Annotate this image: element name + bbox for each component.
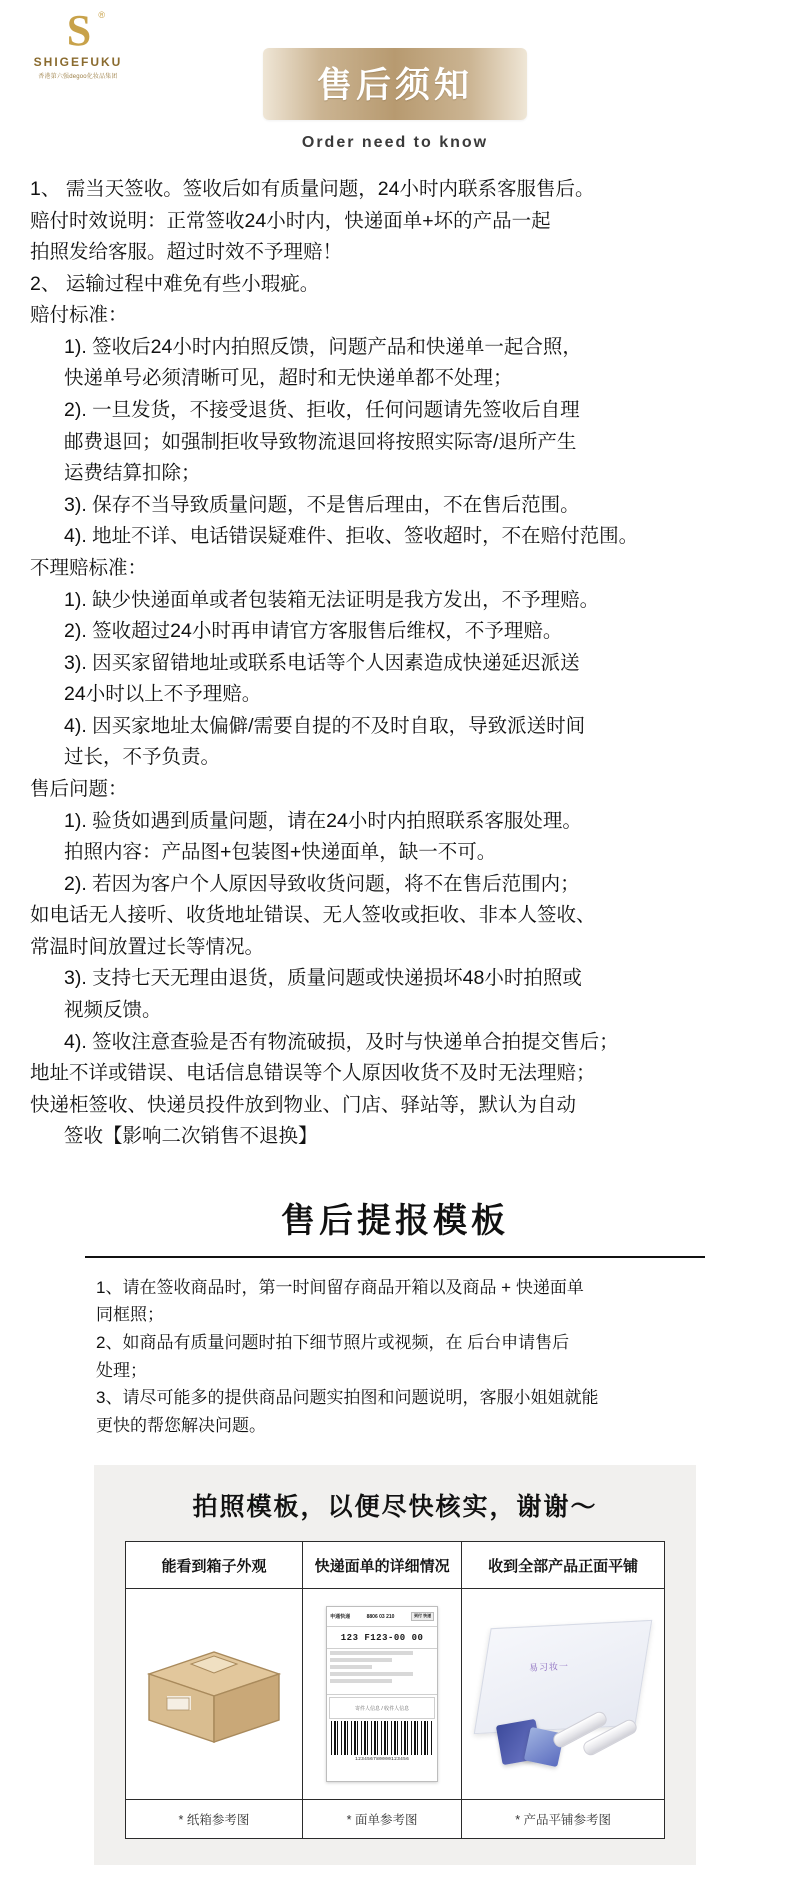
notice-line: 3). 支持七天无理由退货，质量问题或快递损坏48小时拍照或 bbox=[64, 967, 582, 990]
brand-name: SHIGEFUKU bbox=[33, 55, 123, 69]
notice-line: 4). 因买家地址太偏僻/需要自提的不及时自取，导致派送时间 bbox=[64, 714, 586, 737]
photo-template-card bbox=[94, 1465, 696, 1865]
notice-line: 1、 需当天签收。签收后如有质量问题，24小时内联系客服售后。 bbox=[30, 178, 595, 200]
notice-line: 快递柜签收、快递员投件放到物业、门店、驿站等，默认为自动 bbox=[30, 1093, 577, 1116]
notice-line: 1). 签收后24小时内拍照反馈，问题产品和快递单一起合照， bbox=[64, 335, 582, 358]
notice-line: 拍照内容：产品图+包装图+快递面单，缺一不可。 bbox=[64, 841, 497, 864]
notice-line: 4). 地址不详、电话错误疑难件、拒收、签收超时，不在赔付范围。 bbox=[64, 525, 639, 548]
notice-line: 地址不详或错误、电话信息错误等个人原因收货不及时无法理赔； bbox=[30, 1062, 596, 1085]
grid-cell-box-image bbox=[126, 1589, 303, 1800]
notice-line: 售后问题： bbox=[30, 777, 128, 800]
label-barcode-icon bbox=[331, 1721, 433, 1755]
notice-line: 3). 因买家留错地址或联系电话等个人因素造成快递延迟派送 bbox=[64, 651, 580, 674]
notice-line: 24小时以上不予理赔。 bbox=[64, 683, 262, 706]
brand-subtitle: 香港第六强degoo化妆品集团 bbox=[38, 73, 118, 80]
notice-line: 1). 验货如遇到质量问题，请在24小时内拍照联系客服处理。 bbox=[64, 809, 582, 832]
page-title: 售后须知 bbox=[316, 66, 473, 105]
notice-line: 2). 签收超过24小时再申请官方客服售后维权，不予理赔。 bbox=[64, 620, 563, 643]
photo-template-title: 拍照模板，以便尽快核实，谢谢～ bbox=[192, 1494, 598, 1522]
label-barcode-number: 123456780000123456 bbox=[355, 1757, 410, 1763]
label-code-top: 8806 03 210 bbox=[366, 1613, 395, 1620]
template-line: 处理； bbox=[96, 1360, 147, 1380]
label-big-code: 123 F123-00 00 bbox=[327, 1627, 437, 1649]
product-sheet-logo: 易习妆一 bbox=[528, 1661, 570, 1674]
template-instruction-list bbox=[0, 1274, 790, 1439]
grid-caption-box: * 纸箱参考图 bbox=[126, 1800, 303, 1839]
notice-line: 签收【影响二次销售不退换】 bbox=[64, 1125, 318, 1148]
notice-line: 2). 若因为客户个人原因导致收货问题，将不在售后范围内； bbox=[64, 872, 580, 895]
grid-caption-products: * 产品平铺参考图 bbox=[462, 1800, 665, 1839]
label-mid-box: 寄件人信息 / 收件人信息 bbox=[329, 1697, 435, 1719]
product-sheet-icon bbox=[474, 1620, 653, 1734]
title-banner bbox=[263, 48, 527, 120]
page-subtitle: Order need to know bbox=[301, 134, 489, 151]
grid-header-label: 快递面单的详细情况 bbox=[302, 1542, 461, 1589]
notice-line: 3). 保存不当导致质量问题，不是售后理由，不在售后范围。 bbox=[64, 493, 580, 516]
notice-line: 赔付标准： bbox=[30, 304, 128, 327]
notice-line: 赔付时效说明：正常签收24小时内，快递面单+坏的产品一起 bbox=[30, 209, 551, 232]
grid-header-box: 能看到箱子外观 bbox=[126, 1542, 303, 1589]
grid-header-row bbox=[126, 1542, 665, 1589]
notice-line: 不理赔标准： bbox=[30, 556, 148, 579]
photo-template-grid bbox=[125, 1541, 665, 1839]
grid-cell-label-image bbox=[302, 1589, 461, 1800]
registered-trademark-icon: ® bbox=[98, 10, 105, 20]
notice-line: 拍照发给客服。超过时效不予理赔！ bbox=[30, 241, 343, 264]
label-badge: 到付 快递 bbox=[411, 1612, 434, 1620]
products-flatlay-icon bbox=[477, 1614, 649, 1774]
notice-line: 视频反馈。 bbox=[64, 999, 162, 1022]
label-carrier: 申通快递 bbox=[330, 1614, 351, 1621]
notice-line: 2、 运输过程中难免有些小瑕疵。 bbox=[30, 272, 320, 295]
carton-box-icon bbox=[139, 1634, 289, 1754]
template-line: 3、请尽可能多的提供商品问题实拍图和问题说明，客服小姐姐就能 bbox=[96, 1388, 599, 1408]
notice-line: 邮费退回；如强制拒收导致物流退回将按照实际寄/退所产生 bbox=[64, 430, 577, 453]
label-address-block bbox=[327, 1649, 437, 1695]
template-heading-area bbox=[0, 1193, 790, 1242]
logo-mark-icon bbox=[55, 6, 105, 55]
shipping-label-icon bbox=[326, 1606, 438, 1782]
logo-letter: S bbox=[66, 6, 90, 55]
notice-line: 4). 签收注意查验是否有物流破损，及时与快递单合拍提交售后； bbox=[64, 1030, 619, 1053]
template-line: 2、如商品有质量问题时拍下细节照片或视频，在 后台申请售后 bbox=[96, 1332, 570, 1352]
template-heading: 售后提报模板 bbox=[281, 1202, 509, 1240]
notice-line: 2). 一旦发货，不接受退货、拒收，任何问题请先签收后自理 bbox=[64, 399, 580, 422]
notice-line: 过长，不予负责。 bbox=[64, 746, 221, 769]
grid-caption-row bbox=[126, 1800, 665, 1839]
notice-line: 1). 缺少快递面单或者包装箱无法证明是我方发出，不予理赔。 bbox=[64, 588, 600, 611]
grid-cell-products-image bbox=[462, 1589, 665, 1800]
notice-body bbox=[0, 152, 790, 1153]
template-line: 更快的帮您解决问题。 bbox=[96, 1415, 266, 1435]
notice-line: 快递单号必须清晰可见，超时和无快递单都不处理； bbox=[64, 367, 513, 390]
section-divider bbox=[85, 1256, 705, 1258]
grid-header-products: 收到全部产品正面平铺 bbox=[462, 1542, 665, 1589]
notice-line: 如电话无人接听、收货地址错误、无人签收或拒收、非本人签收、 bbox=[30, 904, 596, 927]
notice-line: 运费结算扣除； bbox=[64, 462, 201, 485]
template-line: 同框照； bbox=[96, 1305, 164, 1325]
brand-logo bbox=[18, 8, 138, 80]
grid-caption-label: * 面单参考图 bbox=[302, 1800, 461, 1839]
notice-line: 常温时间放置过长等情况。 bbox=[30, 935, 265, 958]
template-line: 1、请在签收商品时，第一时间留存商品开箱以及商品 + 快递面单 bbox=[96, 1277, 584, 1297]
grid-image-row bbox=[126, 1589, 665, 1800]
